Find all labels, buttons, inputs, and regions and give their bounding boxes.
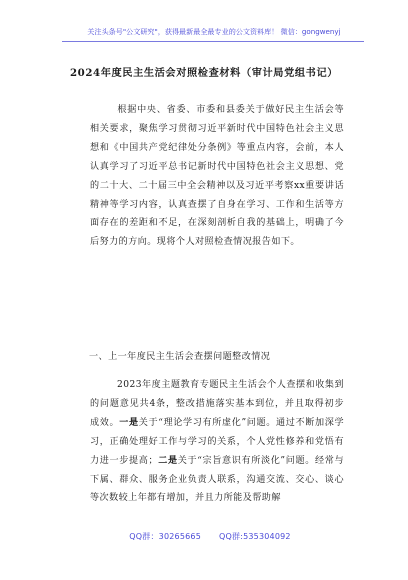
first-point-label: 一是: [119, 416, 139, 428]
footer-qq-group-2: QQ群:535304092: [219, 532, 291, 541]
second-point-label: 二是: [158, 454, 178, 466]
section-text-mid: 关于“理论学习有所虚化”问题。通过不断加深学习，正确处理好工作与学习的关系，个人党性修养和党悟有力进一步提高；: [90, 417, 344, 466]
footer-contact: [120, 531, 300, 542]
section-paragraph: [90, 376, 344, 508]
footer-qq-group-1: QQ群：30265665: [129, 532, 201, 541]
section-heading: 一、上一年度民主生活会查摆问题整改情况: [89, 352, 271, 362]
intro-paragraph: [90, 101, 344, 252]
section-text-start: 2023年度主题教育专题民主生活会个人查摆和收集到的问题意见共4条，整改措施落实基本到位，并且取得初步成效。: [90, 380, 344, 428]
document-title: 2024年度民主生活会对照检查材料（审计局党组书记）: [69, 67, 339, 79]
intro-text: 根据中央、省委、市委和县委关于做好民主生活会等相关要求，聚焦学习贯彻习近平新时代中国特色社会主义思想和《中国共产党纪律处分条例》等重点内容，会前，本人认真学习了习近平总书记新时代中国特色社会主义思想、党的二十大、二十届三中全会精神以及习近平考察xx重要讲话精神等学习内容，认真查摆了自身在学习、工作和生活等方面存在的差距和不足，在深刻剖析自我的基础上，明确了今后努力的方向。现将个人对照检查情况报告如下。: [90, 105, 344, 248]
header-promo-note: 关注头条号"公文研究"，获得最新最全最专业的公文资料库！ 微信：gongwenyj: [87, 27, 341, 36]
header-divider: [62, 41, 364, 42]
section-text-end: 关于“宗旨意识有所淡化”问题。经常与下属、群众、服务企业负责人联系，沟通交流、交心、谈心等次数较上年都有增加，并且力所能及帮助解: [90, 455, 344, 504]
